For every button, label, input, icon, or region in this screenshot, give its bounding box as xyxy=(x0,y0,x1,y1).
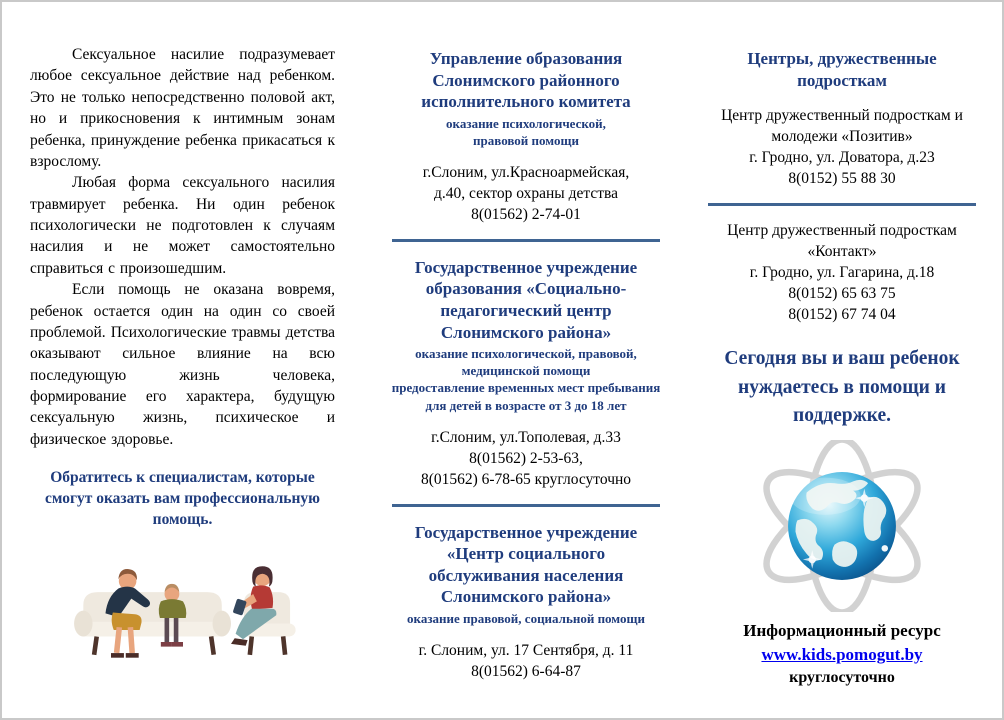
org-address xyxy=(380,163,672,226)
globe-network-image xyxy=(696,440,988,617)
teen-centers-column xyxy=(696,48,988,689)
address-line: г. Гродно, ул. Доватора, д.23 xyxy=(749,149,935,167)
phone-number: 8(0152) 55 88 30 xyxy=(788,169,896,187)
org-services xyxy=(380,345,672,414)
center-block xyxy=(696,221,988,326)
column-title: Центры, дружественные подросткам xyxy=(747,49,937,91)
phone-number: 8(0152) 65 63 75 xyxy=(788,284,896,302)
therapy-session-illustration xyxy=(30,557,335,684)
body-paragraph: Если помощь не оказана вовремя, ребенок остается один на один со своей проблемой. Психологические травмы детства оказывают сильное влияние на всю последующую жизнь человека, формирование его характера, будущую сексуальную жизнь, психическое и физическое здоровье. xyxy=(30,281,335,448)
left-column xyxy=(30,44,335,684)
org-block xyxy=(380,48,672,226)
address-line: г. Гродно, ул. Гагарина, д.18 xyxy=(749,263,935,281)
org-service-line: правовой помощи xyxy=(473,132,579,148)
resource-availability: круглосуточно xyxy=(789,668,895,686)
org-services xyxy=(380,115,672,149)
org-service-line: медицинской помощи xyxy=(461,363,591,379)
org-block xyxy=(380,257,672,491)
body-paragraph: Сексуальное насилие подразумевает любое сексуальное действие над ребенком. Это не только непосредственно половой акт, но и прикосновения к интимным зонам ребенка, принуждение ребенка прикасаться к взрослому. xyxy=(30,46,335,170)
phone-number: 8(01562) 6-64-87 xyxy=(471,662,581,680)
call-to-action-text: Обратитесь к специалистам, которые смогут оказать вам профессиональную помощь. xyxy=(44,469,321,528)
phone-number: 8(01562) 6-78-65 круглосуточно xyxy=(420,470,632,488)
center-line: молодежи «Позитив» xyxy=(771,128,913,146)
phone-number: 8(01562) 2-53-63, xyxy=(469,449,583,467)
phone-number: 8(01562) 2-74-01 xyxy=(471,205,581,223)
org-services xyxy=(380,610,672,627)
support-statement: Сегодня вы и ваш ребенок нуждаетесь в помощи и поддержке. xyxy=(724,348,960,427)
org-address xyxy=(380,641,672,683)
org-title: Государственное учреждение «Центр социального обслуживания населения Слонимского района» xyxy=(414,522,638,607)
body-paragraph: Любая форма сексуального насилия травмирует ребенка. Ни один ребенок психологически не подготовлен к случаям насилия и не может самостоятельно справиться с произошедшим. xyxy=(30,174,335,277)
org-service-line: для детей в возрасте от 3 до 18 лет xyxy=(425,397,627,413)
center-line: «Контакт» xyxy=(807,242,877,260)
address-line: г.Слоним, ул.Тополевая, д.33 xyxy=(431,428,621,446)
org-service-line: оказание правовой, социальной помощи xyxy=(407,610,645,626)
address-line: д.40, сектор охраны детства xyxy=(434,184,618,202)
org-title: Государственное учреждение образования «Социально-педагогический центр Слонимского района» xyxy=(414,257,638,342)
resource-link[interactable]: www.kids.pomogut.by xyxy=(761,645,923,665)
org-title: Управление образования Слонимского районного исполнительного комитета xyxy=(421,49,631,112)
resource-label: Информационный ресурс xyxy=(743,621,941,641)
center-block xyxy=(696,106,988,190)
org-block xyxy=(380,522,672,683)
contacts-column xyxy=(380,48,672,683)
org-service-line: оказание психологической, правовой, xyxy=(415,346,637,362)
org-service-line: оказание психологической, xyxy=(446,115,606,131)
address-line: г. Слоним, ул. 17 Сентября, д. 11 xyxy=(418,641,634,659)
org-address xyxy=(380,428,672,491)
org-service-line: предоставление временных мест пребывания xyxy=(391,380,661,396)
section-divider xyxy=(708,203,977,206)
center-line: Центр дружественный подросткам и xyxy=(721,107,963,125)
phone-number: 8(0152) 67 74 04 xyxy=(788,305,896,323)
section-divider xyxy=(392,239,661,242)
info-resource xyxy=(696,619,988,689)
section-divider xyxy=(392,504,661,507)
center-line: Центр дружественный подросткам xyxy=(727,221,957,239)
address-line: г.Слоним, ул.Красноармейская, xyxy=(422,164,630,182)
